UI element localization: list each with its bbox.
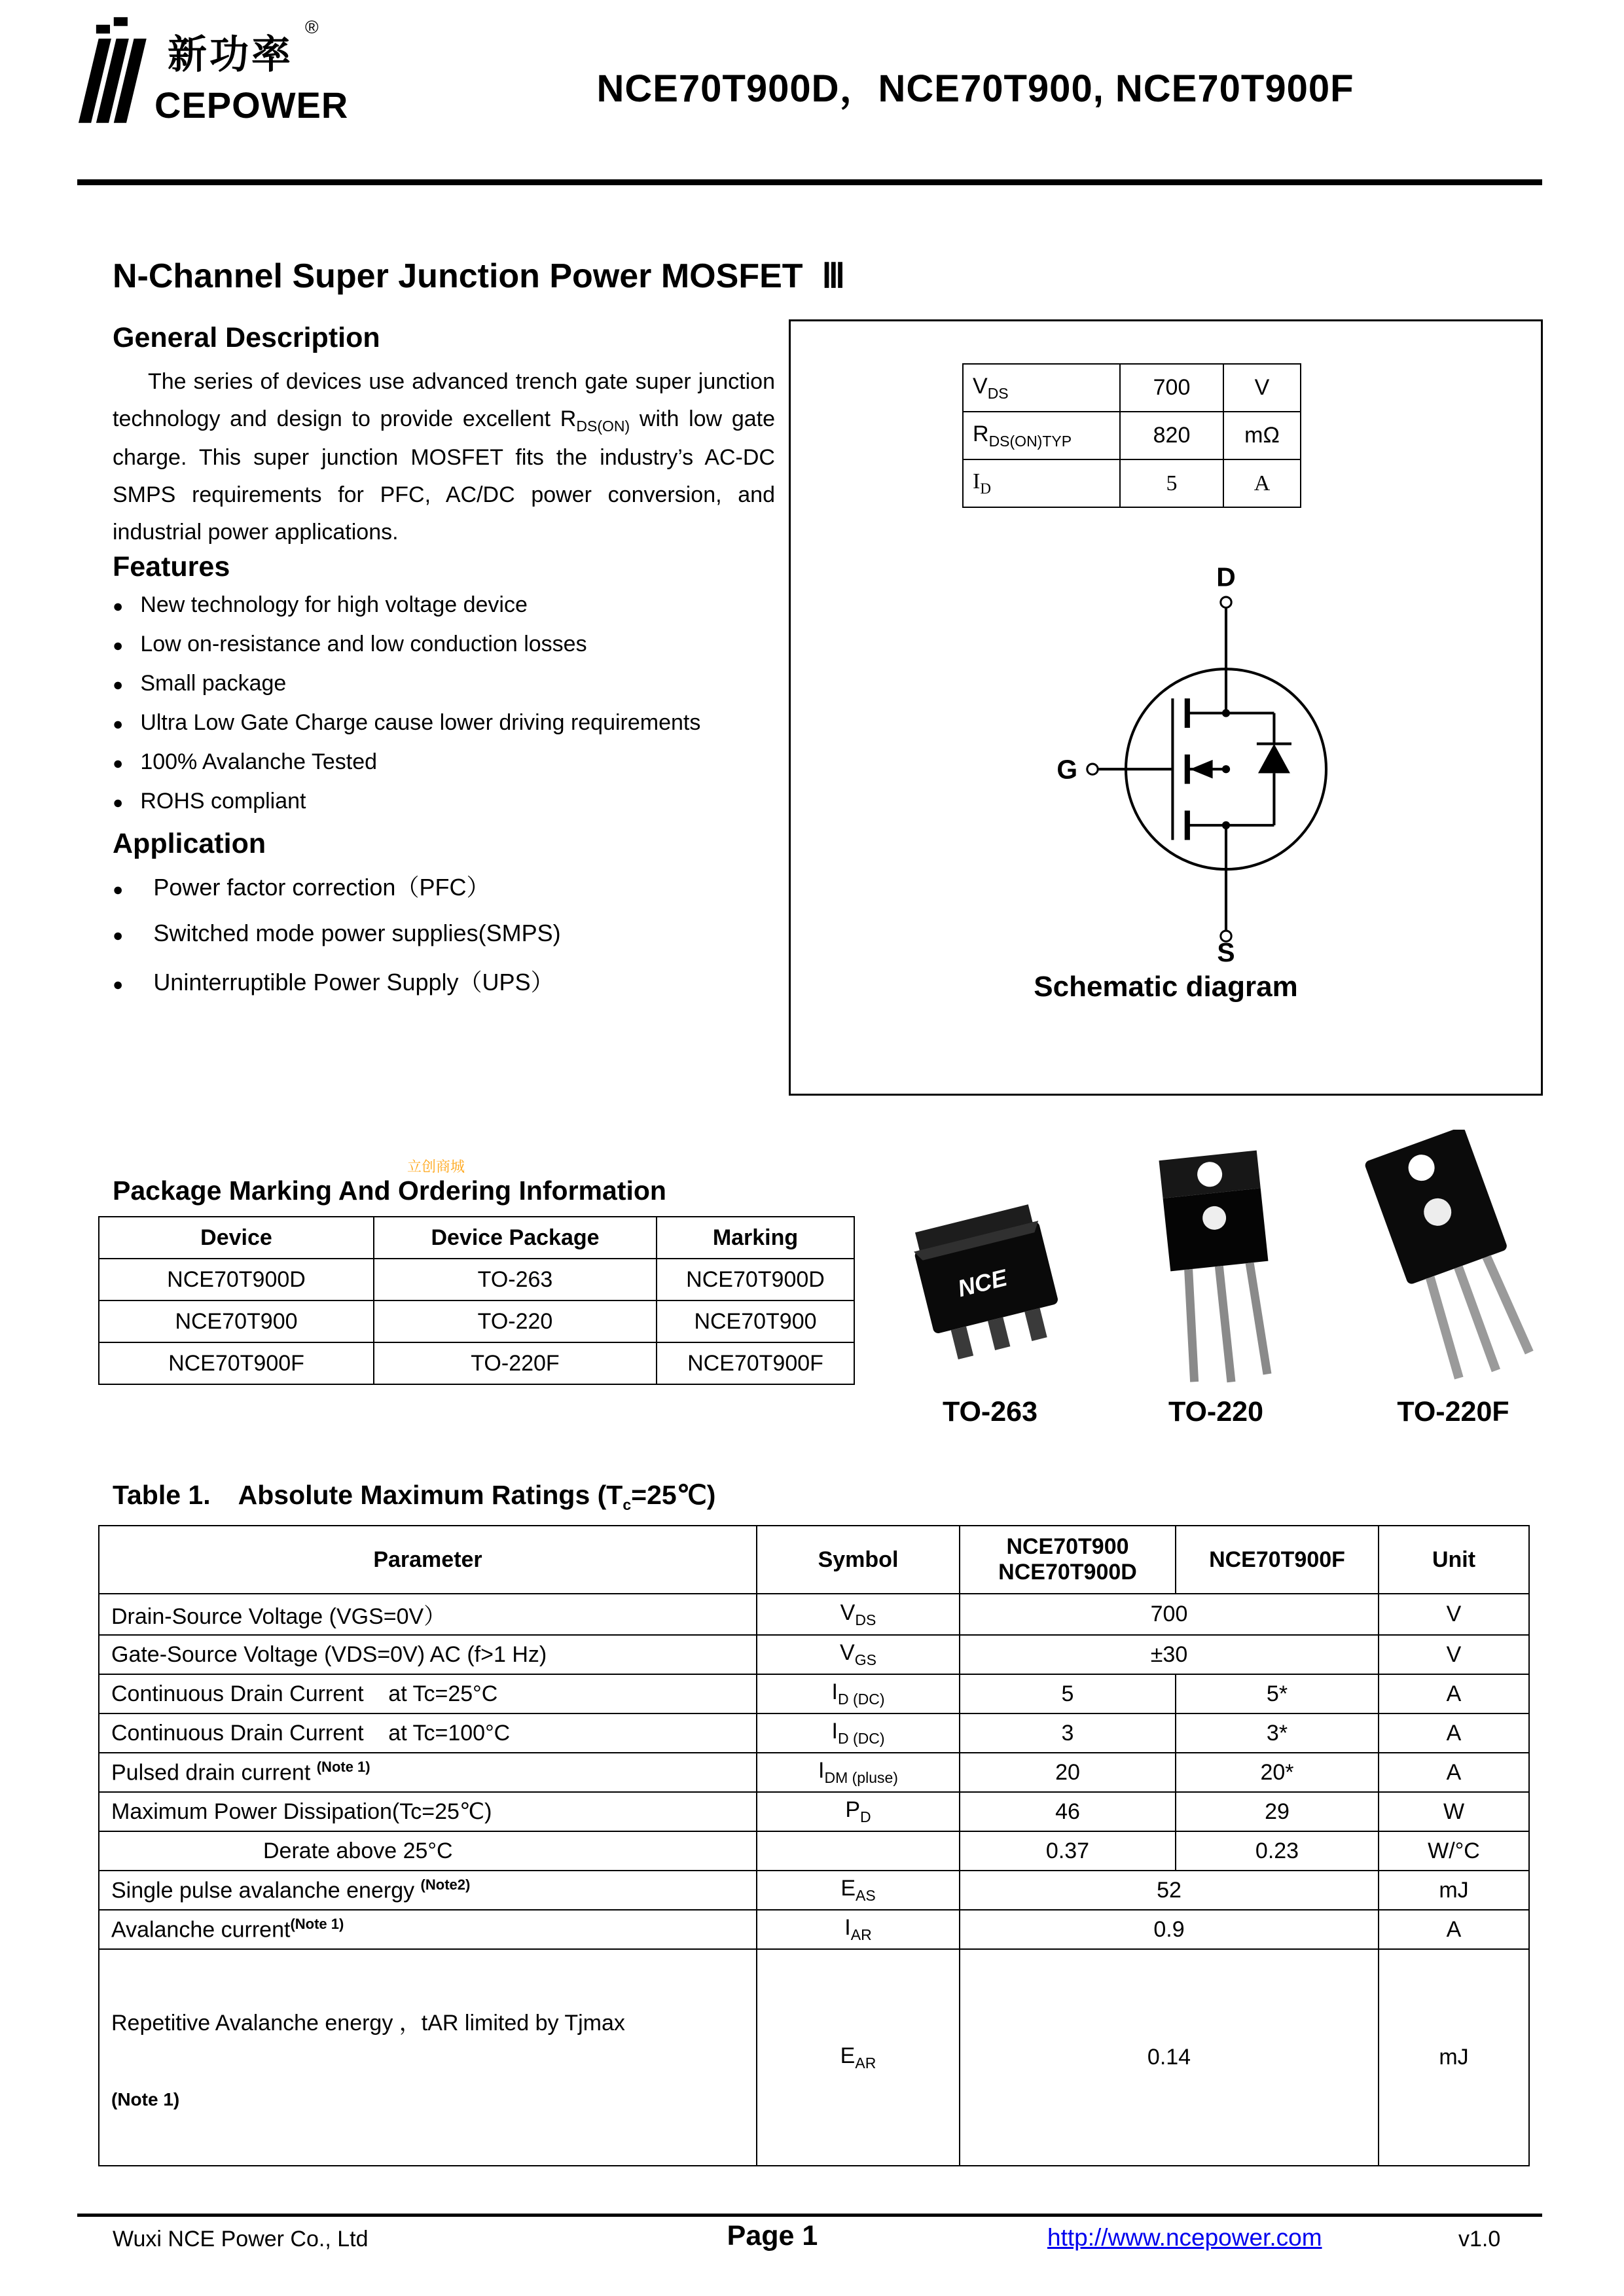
marking-cell: NCE70T900D: [657, 1259, 854, 1300]
application-list: [113, 869, 775, 997]
package-image-to-220f-icon: [1355, 1130, 1551, 1388]
symbol-base: I: [831, 1679, 838, 1705]
symbol-base: I: [973, 469, 981, 494]
symbol-base: R: [973, 421, 989, 446]
table-row: [99, 1871, 1529, 1910]
header-marking: Marking: [657, 1217, 854, 1259]
table-row: [99, 1831, 1529, 1871]
spec-row: [963, 459, 1301, 507]
drain-label: D: [1216, 562, 1236, 592]
parameter-cell: Gate-Source Voltage (VDS=0V) AC (f>1 Hz): [99, 1635, 757, 1674]
note-reference: (Note 1): [290, 1916, 344, 1933]
package-image-to-220-icon: [1134, 1146, 1298, 1388]
schematic-caption: Schematic diagram: [1034, 971, 1298, 1003]
device-cell: NCE70T900D: [99, 1259, 374, 1300]
watermark: 立创商城: [407, 1158, 465, 1175]
bullet-icon: ●: [113, 596, 124, 616]
feature-item: [113, 592, 775, 618]
footer-version: v1.0: [1458, 2227, 1501, 2251]
symbol-cell: [757, 1713, 960, 1753]
value-cell: 3: [960, 1713, 1176, 1753]
symbol-subscript: AR: [855, 2054, 876, 2072]
table1-title-end: =25℃): [631, 1480, 716, 1510]
feature-text: ROHS compliant: [140, 788, 306, 814]
unit-cell: A: [1379, 1910, 1529, 1949]
parameter-cell: Continuous Drain Current at Tc=25°C: [99, 1674, 757, 1713]
symbol-subscript: AS: [856, 1886, 876, 1904]
parameter-text: Pulsed drain current: [111, 1760, 317, 1785]
symbol-subscript: GS: [854, 1651, 876, 1668]
table-header-row: [99, 1526, 1529, 1594]
unit-cell: W: [1379, 1792, 1529, 1831]
package-figure-to220f: [1355, 1130, 1551, 1428]
package-images-row: [903, 1130, 1551, 1428]
feature-item: [113, 710, 775, 736]
gate-label: G: [1056, 754, 1078, 785]
spec-symbol-cell: [963, 364, 1120, 412]
bullet-icon: ●: [113, 753, 124, 773]
application-item: [113, 964, 775, 997]
symbol-cell: [757, 1871, 960, 1910]
symbol-base: E: [840, 1876, 856, 1901]
value-cell: 20: [960, 1753, 1176, 1792]
description-text-part: The series of devices use advanced trench gate super junction technology and design to provide excellent R: [113, 369, 775, 432]
description-text-part: with low gate charge. This super junction MOSFET fits the industry’s AC-DC SMPS requirements for PFC, AC/DC power conversion, and industrial power applications.: [113, 406, 775, 545]
spec-unit-cell: A: [1223, 459, 1301, 507]
package-figure-to263: [903, 1192, 1077, 1428]
symbol-cell: [757, 1949, 960, 2166]
bullet-icon: ●: [113, 925, 124, 945]
table-row: [99, 1713, 1529, 1753]
table-row: [99, 1753, 1529, 1792]
package-cell: TO-263: [374, 1259, 657, 1300]
spec-row: [963, 364, 1301, 412]
unit-cell: mJ: [1379, 1871, 1529, 1910]
header-device-line1: NCE70T900: [1006, 1534, 1129, 1559]
value-cell: 3*: [1176, 1713, 1379, 1753]
symbol-cell: [757, 1910, 960, 1949]
symbol-cell: [757, 1831, 960, 1871]
marking-cell: NCE70T900: [657, 1300, 854, 1342]
value-cell: 29: [1176, 1792, 1379, 1831]
table1-heading: [113, 1479, 715, 1514]
body-diode-icon: [1258, 744, 1290, 773]
rdson-subscript: DS(ON): [576, 417, 630, 435]
parameter-cell: Maximum Power Dissipation(Tc=25℃): [99, 1792, 757, 1831]
unit-cell: mJ: [1379, 1949, 1529, 2166]
bullet-icon: ●: [113, 879, 124, 899]
symbol-base: I: [831, 1719, 838, 1744]
package-label: TO-263: [943, 1396, 1038, 1427]
parameter-cell: Continuous Drain Current at Tc=100°C: [99, 1713, 757, 1753]
symbol-cell: [757, 1792, 960, 1831]
spec-unit-cell: V: [1223, 364, 1301, 412]
parameter-cell: [99, 1949, 757, 2166]
table1-title-subscript: c: [623, 1496, 632, 1514]
features-heading: Features: [113, 550, 230, 583]
mosfet-schematic-diagram: [1033, 562, 1419, 963]
spec-row: [963, 412, 1301, 459]
spec-symbol-cell: [963, 412, 1120, 459]
table-row: [99, 1342, 854, 1384]
svg-text:NCE: NCE: [954, 1264, 1010, 1302]
table-header-row: [99, 1217, 854, 1259]
package-label: TO-220: [1168, 1396, 1263, 1427]
spec-value-cell: 5: [1120, 459, 1223, 507]
spec-symbol-cell: [963, 459, 1120, 507]
header-device-line2: NCE70T900D: [998, 1560, 1137, 1585]
parameter-text: Avalanche current: [111, 1917, 291, 1943]
general-description-heading: General Description: [113, 322, 380, 353]
header-device-package: Device Package: [374, 1217, 657, 1259]
value-cell: 5*: [1176, 1674, 1379, 1713]
channel-arrow-icon: [1190, 760, 1213, 779]
package-label: TO-220F: [1397, 1396, 1509, 1427]
feature-item: [113, 789, 775, 814]
absolute-maximum-ratings-table: [98, 1525, 1530, 2166]
left-column: [113, 322, 775, 1014]
value-cell: ±30: [960, 1635, 1379, 1674]
value-cell: 700: [960, 1594, 1379, 1635]
bullet-icon: ●: [113, 974, 124, 994]
package-image-to-263-icon: [903, 1192, 1077, 1388]
spec-value-cell: 700: [1120, 364, 1223, 412]
unit-cell: A: [1379, 1713, 1529, 1753]
package-figure-to220: [1134, 1146, 1298, 1428]
logo-mark-icon: [77, 14, 159, 127]
footer-company: Wuxi NCE Power Co., Ltd: [113, 2227, 369, 2251]
symbol-subscript: DM (pluse): [824, 1768, 898, 1786]
value-cell: 20*: [1176, 1753, 1379, 1792]
application-item: [113, 869, 775, 903]
application-heading: Application: [113, 827, 266, 859]
spec-value-cell: 820: [1120, 412, 1223, 459]
feature-item: [113, 749, 775, 775]
header-device: Device: [99, 1217, 374, 1259]
feature-item: [113, 632, 775, 657]
features-list: [113, 592, 775, 814]
symbol-subscript: D: [980, 480, 991, 497]
header-symbol: Symbol: [757, 1526, 960, 1594]
parameter-cell: [99, 1871, 757, 1910]
parameter-cell: [99, 1910, 757, 1949]
table1-title-text: Absolute Maximum Ratings (T: [238, 1480, 623, 1510]
footer-page-number: Page 1: [727, 2220, 818, 2251]
value-cell: 52: [960, 1871, 1379, 1910]
symbol-base: V: [973, 373, 988, 399]
note-reference: (Note 1): [316, 1759, 370, 1776]
symbol-subscript: DS: [987, 384, 1009, 402]
table1-label: Table 1.: [113, 1480, 211, 1510]
note-reference: (Note2): [420, 1876, 471, 1893]
document-title: NCE70T900D，NCE70T900, NCE70T900F: [596, 67, 1354, 110]
value-cell: 5: [960, 1674, 1176, 1713]
header-unit: Unit: [1379, 1526, 1529, 1594]
unit-cell: A: [1379, 1753, 1529, 1792]
key-parameters-box: [789, 319, 1543, 1096]
marking-cell: NCE70T900F: [657, 1342, 854, 1384]
unit-cell: W/°C: [1379, 1831, 1529, 1871]
source-label: S: [1217, 937, 1235, 963]
website-link[interactable]: http://www.ncepower.com: [1047, 2224, 1322, 2251]
header-device-group: [960, 1526, 1176, 1594]
value-cell: 46: [960, 1792, 1176, 1831]
table-row: [99, 1949, 1529, 2166]
symbol-cell: [757, 1753, 960, 1792]
device-cell: NCE70T900F: [99, 1342, 374, 1384]
package-cell: TO-220: [374, 1300, 657, 1342]
table-row: [99, 1910, 1529, 1949]
application-item: [113, 920, 775, 947]
registered-trademark-icon: ®: [305, 17, 319, 37]
device-cell: NCE70T900: [99, 1300, 374, 1342]
ordering-table: [98, 1216, 855, 1385]
header-divider: [77, 179, 1542, 185]
table-row: [99, 1594, 1529, 1635]
application-text: Uninterruptible Power Supply（UPS）: [153, 968, 554, 996]
symbol-base: P: [845, 1797, 861, 1823]
table-row: [99, 1259, 854, 1300]
symbol-cell: [757, 1594, 960, 1635]
symbol-cell: [757, 1635, 960, 1674]
symbol-subscript: DS: [855, 1611, 876, 1628]
bullet-icon: ●: [113, 713, 124, 734]
parameter-text: Repetitive Avalanche energy ，tAR limited by Tjmax: [111, 2011, 625, 2036]
application-text: Power factor correction（PFC）: [153, 873, 490, 901]
symbol-base: V: [840, 1600, 856, 1625]
symbol-subscript: D: [860, 1808, 871, 1825]
parameter-cell: Derate above 25°C: [99, 1831, 757, 1871]
symbol-cell: [757, 1674, 960, 1713]
table-row: [99, 1674, 1529, 1713]
feature-text: 100% Avalanche Tested: [140, 749, 378, 774]
feature-text: Low on-resistance and low conduction losses: [140, 631, 587, 656]
symbol-base: E: [840, 2043, 856, 2068]
symbol-base: I: [818, 1758, 825, 1784]
header-device-f: NCE70T900F: [1176, 1526, 1379, 1594]
table-row: [99, 1792, 1529, 1831]
feature-text: Small package: [140, 670, 287, 696]
table-row: [99, 1300, 854, 1342]
table-row: [99, 1635, 1529, 1674]
bullet-icon: ●: [113, 792, 124, 812]
parameter-cell: Drain-Source Voltage (VGS=0V）: [99, 1594, 757, 1635]
quick-spec-table: [962, 363, 1301, 508]
feature-text: New technology for high voltage device: [140, 592, 528, 617]
page-title: N-Channel Super Junction Power MOSFET Ⅲ: [113, 257, 846, 295]
parameter-text: Single pulse avalanche energy: [111, 1878, 421, 1903]
footer-divider: [77, 2214, 1542, 2217]
header-parameter: Parameter: [99, 1526, 757, 1594]
value-cell: 0.14: [960, 1949, 1379, 2166]
bullet-icon: ●: [113, 635, 124, 655]
unit-cell: V: [1379, 1635, 1529, 1674]
feature-text: Ultra Low Gate Charge cause lower driving requirements: [140, 709, 701, 735]
ordering-heading: Package Marking And Ordering Information: [113, 1175, 666, 1206]
application-text: Switched mode power supplies(SMPS): [153, 919, 561, 946]
unit-cell: A: [1379, 1674, 1529, 1713]
general-description-text: [113, 363, 775, 551]
bullet-icon: ●: [113, 674, 124, 694]
company-logo: [77, 14, 418, 149]
unit-cell: V: [1379, 1594, 1529, 1635]
feature-item: [113, 671, 775, 696]
logo-chinese-text: 新功率: [168, 33, 293, 77]
parameter-cell: [99, 1753, 757, 1792]
symbol-subscript: D (DC): [837, 1690, 885, 1708]
symbol-subscript: D (DC): [837, 1729, 885, 1747]
package-cell: TO-220F: [374, 1342, 657, 1384]
logo-english-text: CEPOWER: [154, 84, 349, 126]
value-cell: 0.9: [960, 1910, 1379, 1949]
symbol-subscript: DS(ON)TYP: [988, 432, 1072, 450]
symbol-subscript: AR: [850, 1926, 872, 1943]
spec-unit-cell: mΩ: [1223, 412, 1301, 459]
symbol-base: V: [840, 1640, 855, 1666]
note-reference: (Note 1): [111, 2089, 180, 2109]
value-cell: 0.37: [960, 1831, 1176, 1871]
value-cell: 0.23: [1176, 1831, 1379, 1871]
symbol-base: I: [844, 1915, 851, 1941]
